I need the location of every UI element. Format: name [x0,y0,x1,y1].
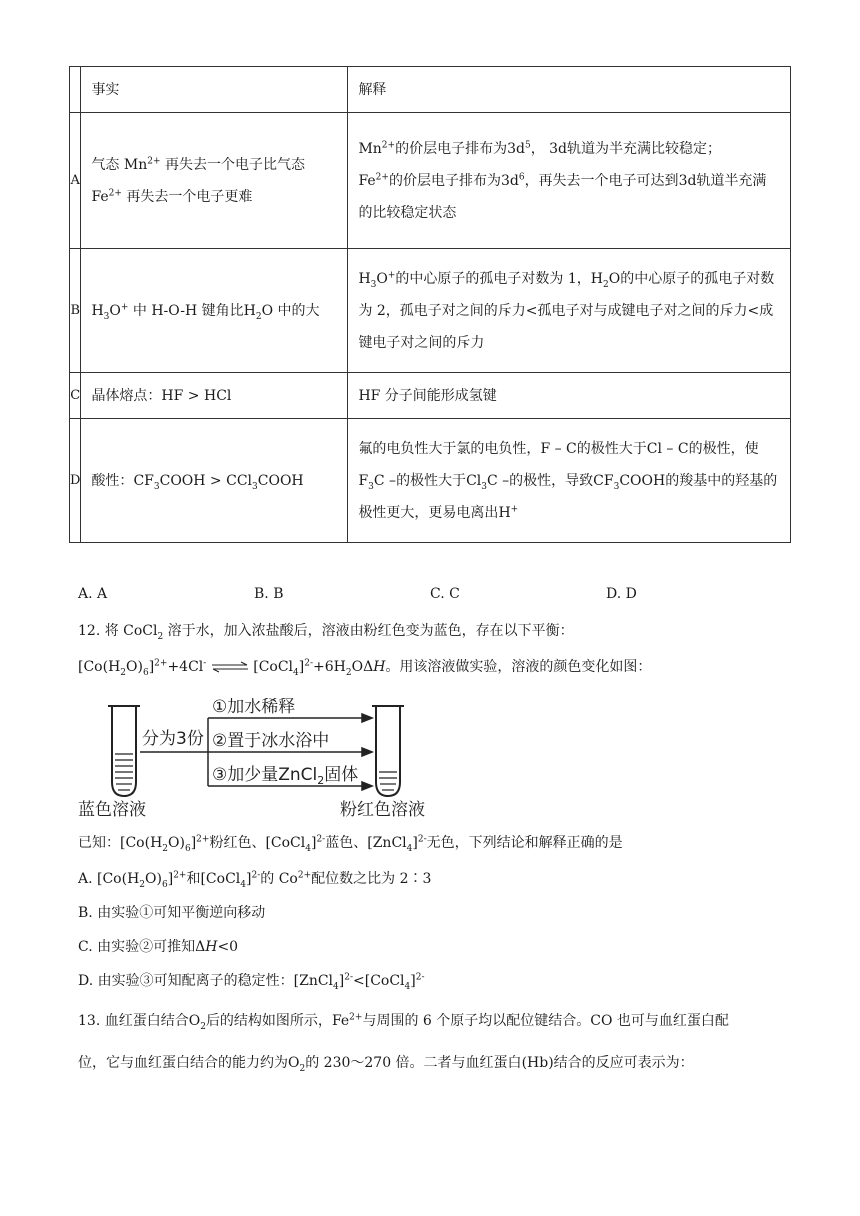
q12-option-c[interactable]: C. 由实验②可推知ΔH<0 [78,939,239,955]
test-tube-icon [108,706,140,796]
header-index-cell [70,67,81,113]
row-letter: A [70,113,81,249]
q12-option-d[interactable]: D. 由实验③可知配离子的稳定性：[ZnCl$_4$]$^{2-}$<[CoCl$_4$]$^{2-}$ [78,972,425,992]
row-letter: B [70,249,81,373]
right-solution-label: 粉红色溶液 [340,800,425,820]
q13-stem-line1: 13. 血红蛋白结合$O_2$后的结构如图所示，$Fe^{2+}$与周围的 6 个原子均以配位键结合。CO 也可与血红蛋白配 [78,1012,729,1032]
row-letter: C [70,373,81,419]
experiment-diagram [78,698,458,822]
row-explanation: 氟的电负性大于氯的电负性，F – C的极性大于Cl – C的极性，使$F_3C$ –的极性大于$Cl_3C$ –的极性，导致$CF_3COOH$的羧基中的羟基的极性更大，更易电离出H+ [348,419,791,543]
q12-known: 已知：$[Co(H_2O)_6]^{2+}$粉红色、[CoCl$_4$]$^{2-}$蓝色、[ZnCl$_4$]$^{2-}$无色，下列结论和解释正确的是 [78,834,623,854]
row-explanation: $H_3O^+$的中心原子的孤电子对数为 1，$H_2O$的中心原子的孤电子对数为 2，孤电子对之间的斥力<孤电子对与成键电子对之间的斥力<成键电子对之间的斥力 [348,249,791,373]
table-row [70,249,791,373]
q11-option-c[interactable]: C. C [430,586,460,602]
table-header-row [70,67,791,113]
equilibrium-arrow-icon [211,661,249,673]
step-1-label: ①加水稀释 [212,698,296,717]
q12-stem: 12. 将 CoCl$_2$ 溶于水，加入浓盐酸后，溶液由粉红色变为蓝色，存在以下平衡： [78,623,574,642]
header-fact: 事实 [81,67,348,113]
row-fact: $H_3O^+$ 中 H-O-H 键角比$H_2O$ 中的大 [81,249,348,373]
row-fact: 晶体熔点：HF > HCl [81,373,348,419]
step-3-label: ③加少量ZnCl$_2$固体 [212,765,359,787]
q11-option-d[interactable]: D. D [606,586,637,602]
row-explanation: HF 分子间能形成氢键 [348,373,791,419]
row-fact: 酸性：$CF_3COOH$ > CCl$_3$COOH [81,419,348,543]
q11-option-a[interactable]: A. A [78,586,108,602]
row-explanation: $Mn^{2+}$的价层电子排布为$3d^5$， 3d轨道为半充满比较稳定； $Fe^{2+}$的价层电子排布为$3d^6$，再失去一个电子可达到3d轨道半充满的比较稳定状态 [348,113,791,249]
q13-stem-line2: 位，它与血红蛋白结合的能力约为$O_2$的 230～270 倍。二者与血红蛋白(Hb)结合的反应可表示为： [78,1055,694,1074]
left-solution-label: 蓝色溶液 [78,800,146,820]
header-explanation: 解释 [348,67,791,113]
q12-option-b[interactable]: B. 由实验①可知平衡逆向移动 [78,905,266,921]
split-label: 分为3份 [142,729,204,749]
row-letter: D [70,419,81,543]
table-row [70,113,791,249]
table-row [70,419,791,543]
row-fact: 气态 $Mn^{2+}$ 再失去一个电子比气态 $Fe^{2+}$ 再失去一个电子更难 [81,113,348,249]
step-2-label: ②置于冰水浴中 [212,731,330,751]
q12-equation: $[Co(H_2O)_6]^{2+}+4Cl^-$ $[CoCl_4]^{2-}+6H_2O\Delta H$。用该溶液做实验，溶液的颜色变化如图： [78,658,652,678]
table-row [70,373,791,419]
test-tube-icon [372,706,404,796]
facts-table [69,66,791,543]
q12-option-a[interactable]: A. $[Co(H_2O)_6]^{2+}$和[CoCl$_4$]$^{2-}$的 $Co^{2+}$配位数之比为 2∶3 [78,870,432,890]
q11-option-b[interactable]: B. B [254,586,284,602]
